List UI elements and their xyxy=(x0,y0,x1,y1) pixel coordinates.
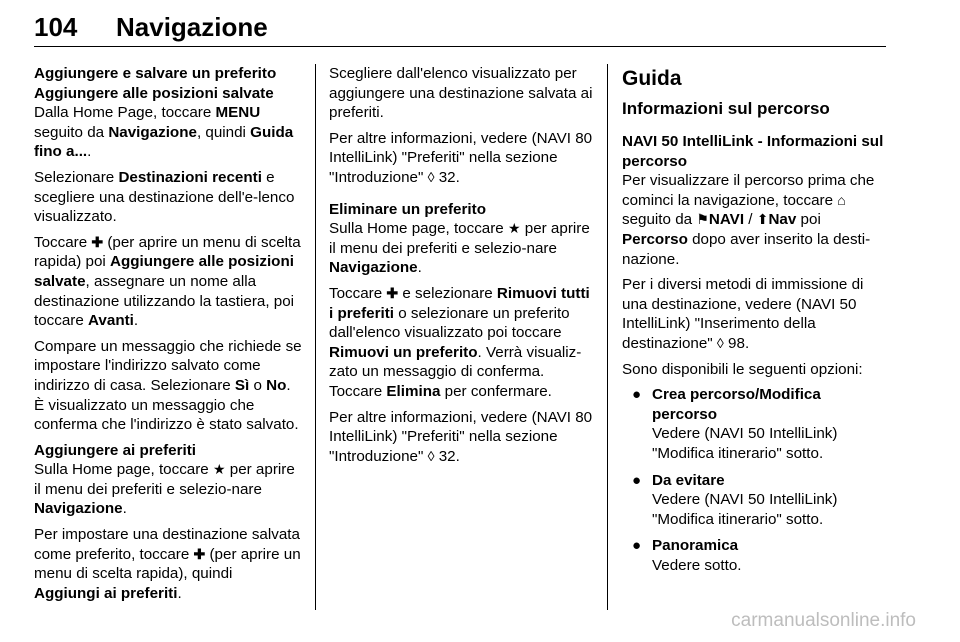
navigation-arrow-icon: ⬆ xyxy=(756,211,769,228)
flag-icon: ⚑ xyxy=(696,211,709,228)
column-left xyxy=(34,64,302,609)
reference-icon: ◊ xyxy=(427,447,435,464)
page-title: Navigazione xyxy=(116,12,268,42)
paragraph: Scegliere dall'elenco visualizzato per aggiungere una destinazione salvata ai preferiti. xyxy=(329,65,593,122)
paragraph: Sulla Home page, toccare ★ per aprire il menu dei preferiti e selezio-nare Navigazione. xyxy=(34,461,295,518)
paragraph: Per impostare una destinazione salvata come preferito, toccare ✚ (per aprire un menu di scelta rapida), quindi Aggiungi ai preferiti. xyxy=(34,526,301,602)
bullet-icon: ● xyxy=(632,471,642,489)
page-number: 104 xyxy=(34,12,78,42)
paragraph: Selezionare Destinazioni recenti e scegliere una destinazione dell'e-lenco visualizzato. xyxy=(34,168,295,226)
paragraph: Toccare ✚ e selezionare Rimuovi tutti i preferiti o selezionare un preferito dall'elenco visualizzato poi toccare Rimuovi un preferito. Verrà visualiz-zato un messaggio di conferma. Toccare Elimina per confermare. xyxy=(329,284,590,400)
paragraph: Compare un messaggio che richiede se impostare l'indirizzo salvato come indirizzo di casa. Selezionare Sì o No. È visualizzato un messaggio che conferma che l'indirizzo è stato salvato. xyxy=(34,337,302,434)
paragraph: Sono disponibili le seguenti opzioni: xyxy=(622,360,863,378)
paragraph: Per visualizzare il percorso prima che cominci la navigazione, toccare ⌂ seguito da ⚑NAVI / ⬆Nav poi Percorso dopo aver inserito la desti-nazione. xyxy=(622,172,875,268)
subsection-heading: Aggiungere alle posizioni salvate xyxy=(34,84,274,102)
column-right xyxy=(622,64,888,582)
section-heading: Aggiungere e salvare un preferito xyxy=(34,65,277,82)
options-list xyxy=(622,385,888,575)
paragraph: Toccare ✚ (per aprire un menu di scelta rapida) poi Aggiungere alle posizioni salvate, assegnare un nome alla destinazione utilizzando la tastiera, poi toccare Avanti. xyxy=(34,233,301,330)
subsection-heading: Aggiungere ai preferiti xyxy=(34,441,197,459)
paragraph: Dalla Home Page, toccare MENU seguito da Navigazione, quindi Guida fino a.... xyxy=(34,104,294,161)
paragraph: Per altre informazioni, vedere (NAVI 80 IntelliLink) "Preferiti" nella sezione "Introduzione" ◊ 32. xyxy=(329,129,593,186)
subsection-heading: NAVI 50 IntelliLink - Informazioni sul percorso xyxy=(622,133,884,170)
star-icon: ★ xyxy=(507,220,521,237)
bullet-icon: ● xyxy=(632,537,642,555)
list-item: ● Panoramica Vedere sotto. xyxy=(632,537,742,574)
subsection-heading: Eliminare un preferito xyxy=(329,200,486,218)
section-title: Guida xyxy=(622,67,682,90)
list-item: ● Da evitare Vedere (NAVI 50 IntelliLink) "Modifica itinerario" sotto. xyxy=(632,471,838,528)
bullet-icon: ● xyxy=(632,386,642,404)
home-icon: ⌂ xyxy=(837,191,846,208)
star-icon: ★ xyxy=(212,461,226,478)
plus-icon: ✚ xyxy=(386,284,399,301)
paragraph: Sulla Home page, toccare ★ per aprire il menu dei preferiti e selezio-nare Navigazione. xyxy=(329,220,590,277)
column-divider xyxy=(315,64,316,610)
watermark: carmanualsonline.info xyxy=(731,610,916,631)
list-item: ● Crea percorso/Modifica percorso Vedere (NAVI 50 IntelliLink) "Modifica itinerario" sotto. xyxy=(632,386,838,462)
section-subtitle: Informazioni sul percorso xyxy=(622,99,830,118)
reference-icon: ◊ xyxy=(427,168,435,185)
page-header xyxy=(34,6,886,47)
reference-icon: ◊ xyxy=(716,334,724,351)
column-divider xyxy=(607,64,608,610)
plus-icon: ✚ xyxy=(91,233,104,250)
plus-icon: ✚ xyxy=(193,545,206,562)
column-middle xyxy=(329,64,593,472)
paragraph: Per altre informazioni, vedere (NAVI 80 IntelliLink) "Preferiti" nella sezione "Introduzione" ◊ 32. xyxy=(329,408,593,465)
paragraph: Per i diversi metodi di immissione di una destinazione, vedere (NAVI 50 IntelliLink) "Inserimento della destinazione" ◊ 98. xyxy=(622,276,864,352)
